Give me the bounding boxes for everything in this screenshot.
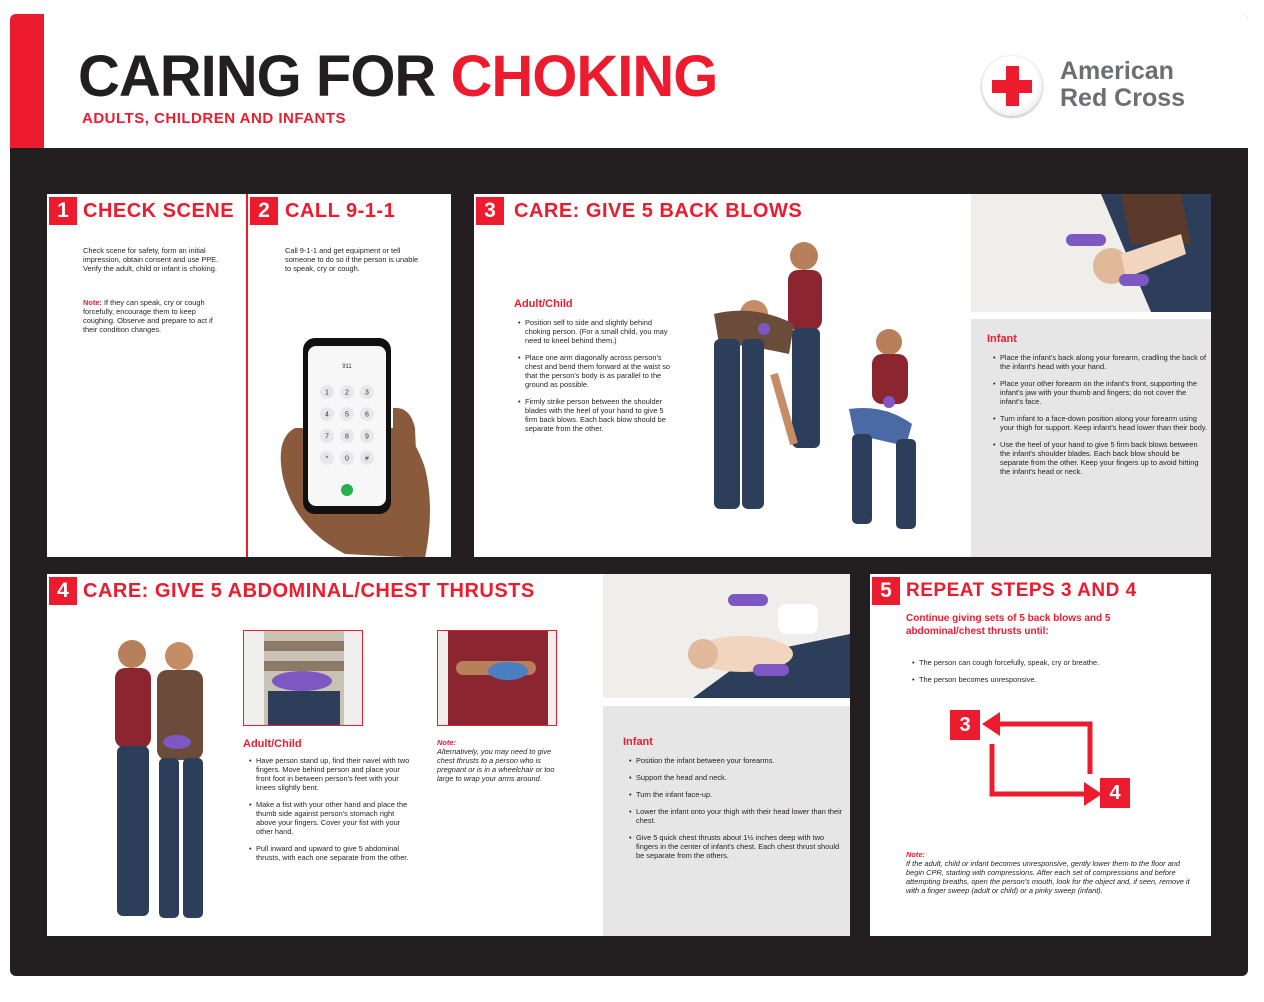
step-number-1: 1 [49, 197, 77, 225]
step3-title: CARE: GIVE 5 BACK BLOWS [514, 200, 803, 222]
list-item: • Position the infant between your forearms. [636, 756, 846, 765]
fist-placement-illustration [244, 631, 362, 725]
red-cross-icon [982, 56, 1042, 116]
list-item: • Place one arm diagonally across person's chest and bend them forward at the waist so that the person's body is as parallel to the ground as possible. [525, 353, 675, 389]
keypad-key-label: 4 [325, 411, 329, 419]
step3-infant-box [971, 319, 1211, 557]
step5-note-text: If the adult, child or infant becomes unresponsive, gently lower them to the floor and begin CPR, starting with compressions. After each set of compressions and before attempting breaths, open the person's mouth, look for the object and, if seen, remove it with a finger sweep (adult or child) or a pinky sweep (infant). [906, 859, 1190, 895]
red-cross-logo [982, 56, 1222, 116]
logo-text [1060, 58, 1185, 112]
logo-line1: American [1060, 57, 1174, 85]
keypad-key-label: 7 [325, 433, 329, 441]
panel-step-3 [474, 194, 1211, 557]
step2-title: CALL 9-1-1 [285, 200, 396, 222]
list-item: • Turn infant to a face-down position along your forearm using your thigh for support. Keep infant's head lower than their body. [1000, 414, 1208, 432]
panel-steps-1-2 [47, 194, 451, 557]
list-item: • Turn the infant face-up. [636, 790, 846, 799]
step3-adult-list [518, 318, 675, 441]
step3-infant-list [993, 353, 1208, 484]
list-item: • Make a fist with your other hand and place the thumb side against person's stomach right above your fingers. Cover your fist with your other hand. [256, 800, 416, 836]
step4-infant-list [629, 756, 846, 868]
keypad-key-label: 5 [345, 411, 349, 419]
keypad-key-label: 6 [365, 411, 369, 419]
list-item: • Place the infant's back along your forearm, cradling the back of the infant's head with your hand. [1000, 353, 1208, 371]
step4-adult-heading: Adult/Child [243, 738, 302, 750]
title-dark: CARING FOR [78, 44, 436, 109]
list-item: • Support the head and neck. [636, 773, 846, 782]
list-item: • Use the heel of your hand to give 5 firm back blows between the infant's shoulder blades. Each back blow should be separate from the other. Keep your fingers up to avoid hitting the infant's head or neck. [1000, 440, 1208, 476]
poster-subtitle: ADULTS, CHILDREN AND INFANTS [82, 110, 346, 127]
fist-placement-photo [243, 630, 363, 726]
step4-note-text: Alternatively, you may need to give chest thrusts to a person who is pregnant or is in a wheelchair or too large to wrap your arms around. [437, 747, 555, 783]
chest-thrust-photo [437, 630, 557, 726]
step4-infant-box [603, 706, 850, 936]
step5-lead: Continue giving sets of 5 back blows and 5 abdominal/chest thrusts until: [906, 613, 1111, 637]
panel-step-5 [870, 574, 1211, 936]
step-number-5: 5 [872, 577, 900, 605]
list-item: • Position self to side and slightly behind choking person. (For a small child, you may need to kneel behind them.) [525, 318, 675, 345]
step4-infant-heading: Infant [623, 736, 653, 748]
step5-title: REPEAT STEPS 3 AND 4 [906, 580, 1137, 601]
step1-note-text: If they can speak, cry or cough forcefully, encourage them to keep coughing. Observe and prepare to act if their condition changes. [83, 298, 213, 334]
title-red: CHOKING [450, 44, 718, 109]
infant-back-blows-photo [971, 194, 1211, 312]
list-item: • Have person stand up, find their navel with two fingers. Move behind person and place your front foot in between person's feet with your knees slightly bent. [256, 756, 416, 792]
step-number-4: 4 [49, 577, 77, 605]
step4-title: CARE: GIVE 5 ABDOMINAL/CHEST THRUSTS [83, 580, 535, 602]
infant-chest-thrust-illustration [603, 574, 850, 698]
header-accent-bar [10, 14, 44, 148]
logo-line2: Red Cross [1060, 84, 1186, 112]
choking-poster [10, 14, 1248, 976]
phone-call-icon [341, 484, 353, 496]
keypad-key-label: 3 [365, 389, 369, 397]
panel-divider [246, 194, 248, 557]
step4-note-label: Note: [437, 738, 456, 747]
step1-body: Check scene for safety, form an initial impression, obtain consent and use PPE. Verify the adult, child or infant is choking. [83, 246, 219, 273]
poster-header [10, 14, 1248, 148]
step5-note-label: Note: [906, 850, 925, 859]
cycle-step-4-box: 4 [1100, 778, 1130, 808]
step-number-3: 3 [476, 197, 504, 225]
list-item: • Pull inward and upward to give 5 abdominal thrusts, with each one separate from the other. [256, 844, 416, 862]
list-item: • Give 5 quick chest thrusts about 1½ inches deep with two fingers in the center of infant's chest. Each chest thrust should be separate from the others. [636, 833, 846, 860]
infant-chest-thrust-photo [603, 574, 850, 698]
step4-adult-list [249, 756, 416, 870]
list-item: • Place your other forearm on the infant's front, supporting the infant's jaw with your thumb and fingers; do not cover the infant's face. [1000, 379, 1208, 406]
step3-adult-heading: Adult/Child [514, 298, 573, 310]
keypad-key-label: 2 [345, 389, 349, 397]
list-item: • The person becomes unresponsive. [919, 675, 1199, 684]
step5-list [912, 658, 1199, 692]
panel-step-4 [47, 574, 850, 936]
list-item: • The person can cough forcefully, speak, cry or breathe. [919, 658, 1199, 667]
step3-infant-heading: Infant [987, 333, 1017, 345]
step5-note [906, 850, 1196, 895]
list-item: • Firmly strike person between the shoulder blades with the heel of your hand to give 5 firm back blows. Each back blow should be separate from the other. [525, 397, 675, 433]
phone-in-hand-illustration [275, 328, 435, 557]
keypad-key-label: 0 [345, 455, 349, 463]
abdominal-thrust-illustration [87, 632, 237, 932]
step4-note [437, 738, 565, 783]
repeat-cycle-arrows-icon [978, 704, 1118, 814]
step1-note-label: Note: [83, 298, 102, 307]
step1-title: CHECK SCENE [83, 200, 235, 222]
keypad-key-label: # [365, 455, 369, 463]
chest-thrust-illustration [438, 631, 556, 725]
phone-display: 911 [342, 364, 352, 370]
keypad-key-label: 9 [365, 433, 369, 441]
keypad-key-label: * [325, 455, 329, 463]
poster-title [78, 44, 718, 109]
list-item: • Lower the infant onto your thigh with their head lower than their chest. [636, 807, 846, 825]
infant-back-blows-illustration [971, 194, 1211, 312]
step2-body: Call 9-1-1 and get equipment or tell someone to do so if the person is unable to speak, cry or cough. [285, 246, 419, 273]
keypad-key-label: 8 [345, 433, 349, 441]
cycle-step-3-box: 3 [950, 710, 980, 740]
keypad-key-label: 1 [325, 389, 329, 397]
step-number-2: 2 [250, 197, 278, 225]
step1-note [83, 298, 228, 334]
back-blows-adult-illustration [684, 234, 944, 544]
